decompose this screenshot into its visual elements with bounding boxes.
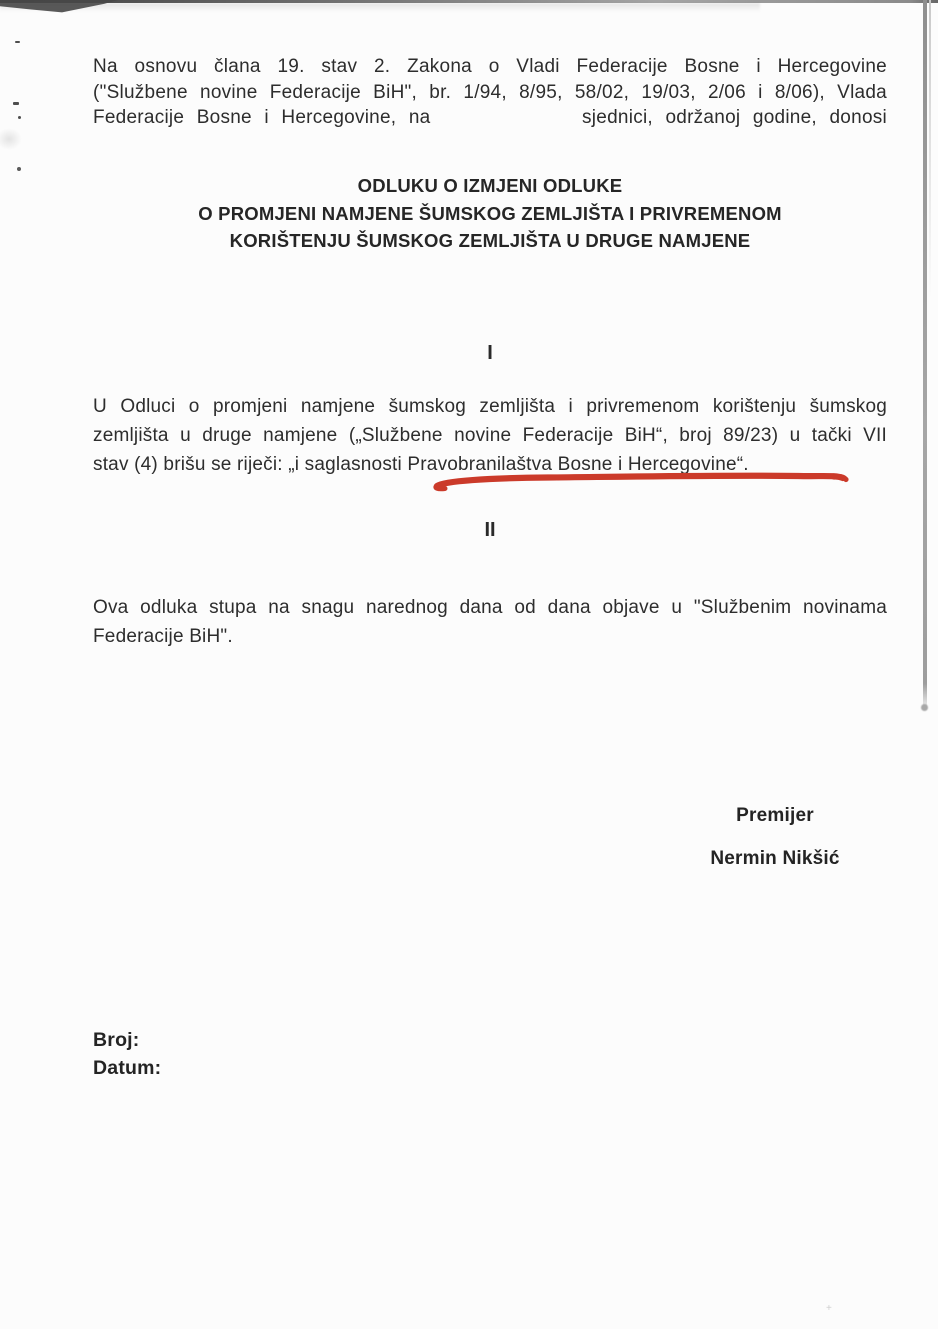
margin-smudge (0, 128, 22, 150)
section-1-line-2: zemljišta u druge namjene („Službene novine Federacije BiH“, broj 89/23) u tački VII (93, 425, 887, 446)
scan-right-line-end-dot (921, 704, 928, 711)
scan-right-edge-line (923, 0, 927, 712)
section-1-line-1: U Odluci o promjeni namjene šumskog zemljišta i privremenom korištenju šumskog (93, 396, 887, 417)
margin-speck (17, 167, 21, 171)
section-2-line-1: Ova odluka stupa na snagu narednog dana od dana objave u "Službenim novinama (93, 597, 887, 618)
intro-line-2: ("Službene novine Federacije BiH", br. 1/94, 8/95, 58/02, 19/03, 2/06 i 8/06), Vlada (93, 81, 887, 103)
scan-top-smudge (0, 3, 760, 12)
decision-title-line-1: ODLUKU O IZMJENI ODLUKE (357, 175, 623, 196)
section-2-paragraph (93, 593, 887, 651)
red-underline-annotation (428, 466, 852, 494)
document-date-label: Datum: (93, 1057, 162, 1079)
section-1-line-3: stav (4) brišu se riječi: „i saglasnosti Pravobranilaštva Bosne i Hercegovine“. (93, 454, 749, 475)
intro-line-3-left: Federacije Bosne i Hercegovine, na (93, 107, 431, 128)
signature-block (655, 805, 895, 870)
signature-name: Nermin Nikšić (710, 848, 840, 869)
document-number-label: Broj: (93, 1029, 140, 1051)
intro-paragraph (93, 54, 887, 131)
bottom-right-speck: + (826, 1303, 832, 1314)
decision-title-line-2: O PROMJENI NAMJENE ŠUMSKOG ZEMLJIŠTA I PRIVREMENOM (198, 202, 782, 224)
signature-role: Premijer (736, 805, 814, 826)
section-2-line-2: Federacije BiH". (93, 626, 233, 647)
intro-line-1: Na osnovu člana 19. stav 2. Zakona o Vladi Federacije Bosne i Hercegovine (93, 56, 887, 77)
section-1-numeral: I (487, 342, 493, 364)
section-2-numeral: II (484, 519, 496, 541)
footer-block (93, 1026, 161, 1082)
intro-line-3 (93, 105, 887, 131)
margin-speck (13, 102, 19, 105)
margin-speck (18, 116, 21, 119)
intro-line-3-right: sjednici, održanoj godine, donosi (582, 107, 887, 128)
decision-title (93, 172, 887, 255)
margin-speck (15, 41, 20, 43)
scan-right-edge-line-ghost (929, 0, 931, 300)
decision-title-line-3: KORIŠTENJU ŠUMSKOG ZEMLJIŠTA U DRUGE NAMJENE (229, 230, 751, 251)
